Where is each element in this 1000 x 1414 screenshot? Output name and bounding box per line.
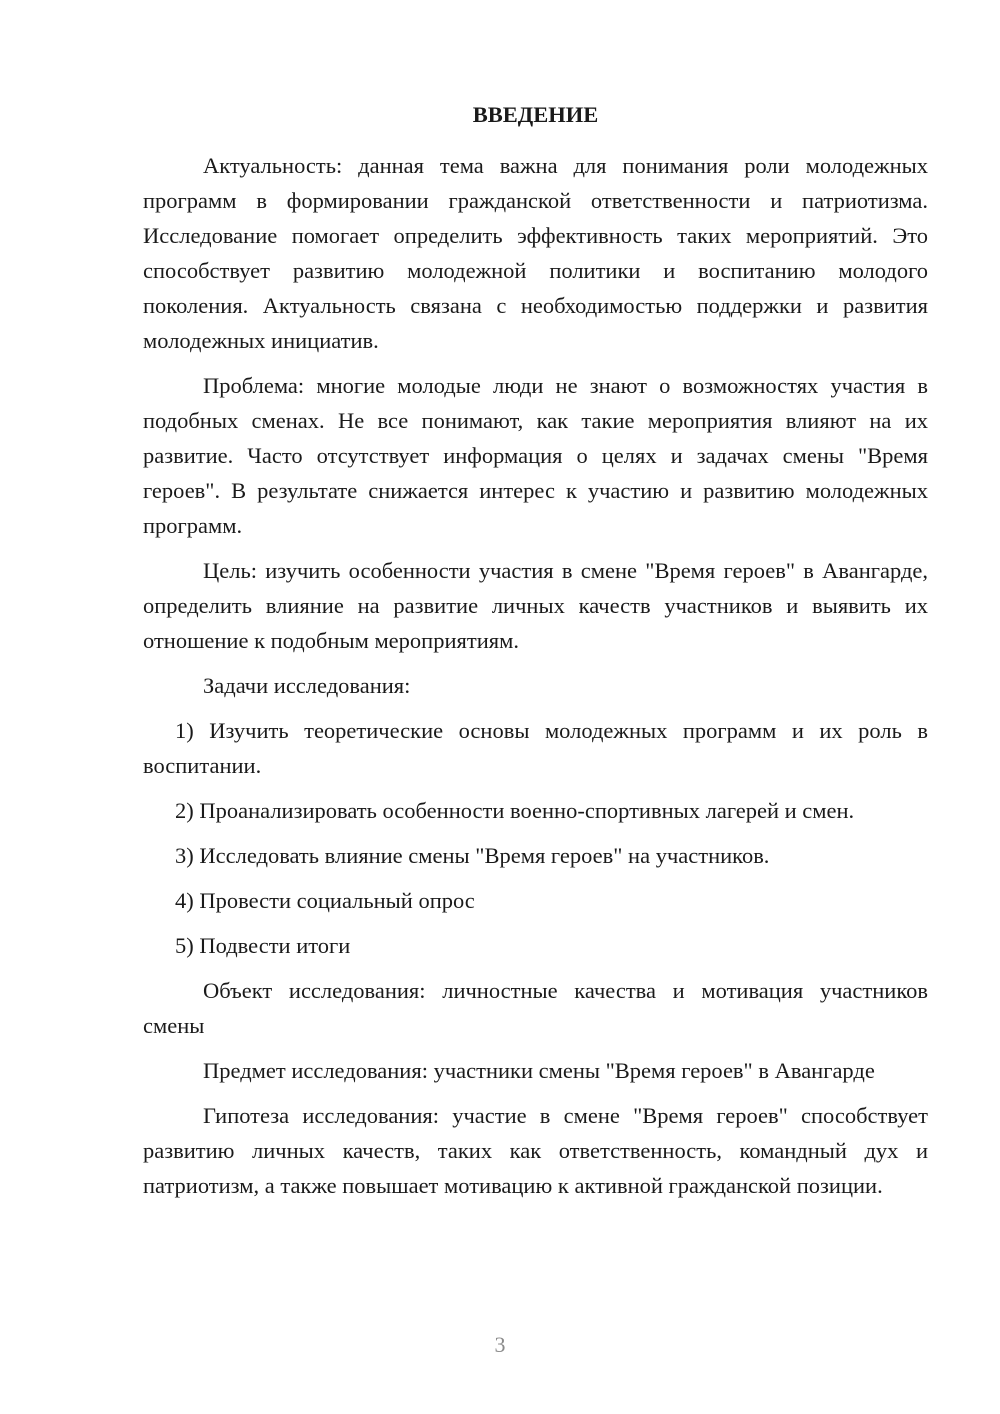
task-item: 4) Провести социальный опрос [175,888,475,913]
hypothesis-paragraph: Гипотеза исследования: участие в смене "Время героев" способствует развитию личных качеств, таких как ответственность, командный дух и патриотизм, а также повышает мотивацию к активной гражданской позиции. [143,1103,928,1198]
tasks-heading: Задачи исследования: [203,673,411,698]
page-content [143,97,928,1213]
task-item: 2) Проанализировать особенности военно-спортивных лагерей и смен. [175,798,855,823]
section-title: ВВЕДЕНИЕ [472,102,599,127]
page-number: 3 [494,1332,506,1357]
goal-paragraph: Цель: изучить особенности участия в смене "Время героев" в Авангарде, определить влияние на развитие личных качеств участников и выявить их отношение к подобным мероприятиям. [143,558,928,653]
subject-paragraph: Предмет исследования: участники смены "Время героев" в Авангарде [203,1058,875,1083]
task-item: 1) Изучить теоретические основы молодежных программ и их роль в воспитании. [143,718,928,778]
problem-paragraph: Проблема: многие молодые люди не знают о возможностях участия в подобных сменах. Не все понимают, как такие мероприятия влияют на их развитие. Часто отсутствует информация о целях и задачах смены "Время героев". В результате снижается интерес к участию и развитию молодежных программ. [143,373,928,538]
task-item: 3) Исследовать влияние смены "Время героев" на участников. [175,843,770,868]
relevance-paragraph: Актуальность: данная тема важна для понимания роли молодежных программ в формировании гражданской ответственности и патриотизма. Исследование помогает определить эффективность таких мероприятий. Это способствует развитию молодежной политики и воспитанию молодого поколения. Актуальность связана с необходимостью поддержки и развития молодежных инициатив. [143,153,928,353]
object-paragraph: Объект исследования: личностные качества и мотивация участников смены [143,978,928,1038]
task-item: 5) Подвести итоги [175,933,351,958]
